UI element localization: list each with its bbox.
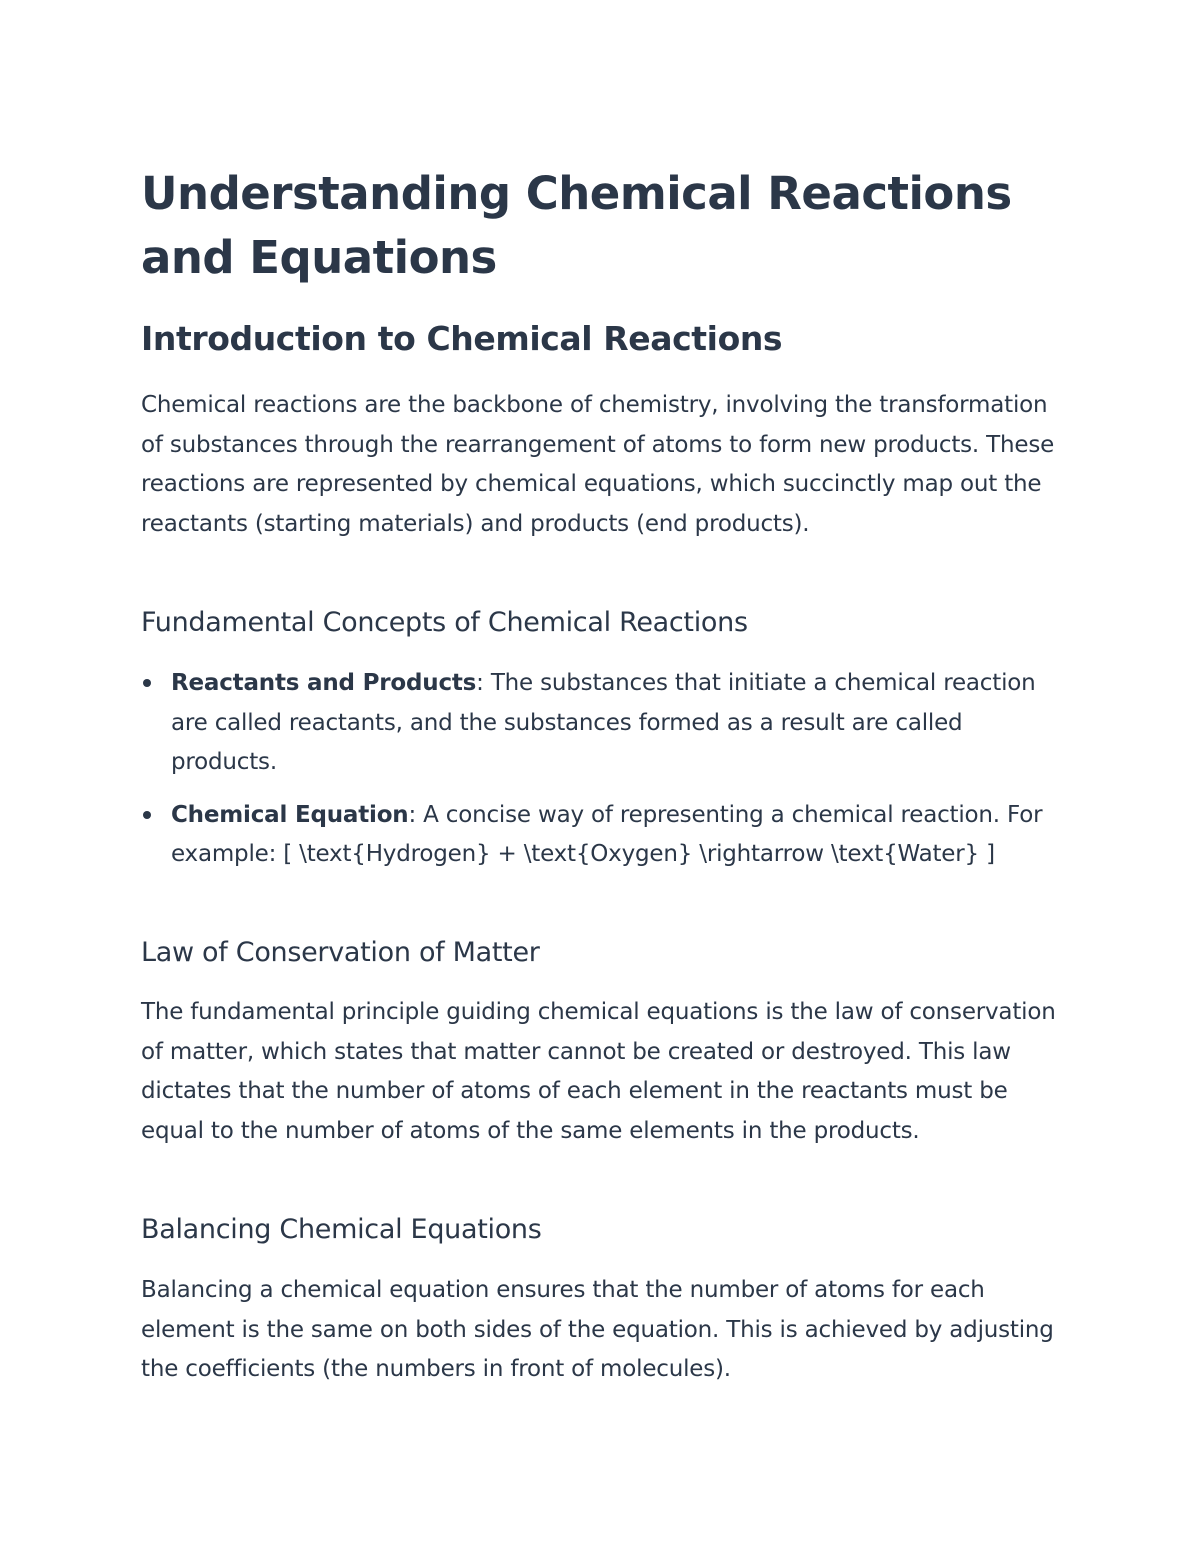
bullet-icon <box>143 679 151 687</box>
concepts-list <box>141 664 1061 888</box>
concept-description: : The substances that initiate a chemical reaction are called reactants, and the substances formed as a result are called products. <box>171 670 1036 775</box>
section-heading-introduction: Introduction to Chemical Reactions <box>141 319 783 358</box>
document-title: Understanding Chemical Reactions and Equations <box>141 167 1012 284</box>
bullet-icon <box>143 811 151 819</box>
intro-paragraph: Chemical reactions are the backbone of chemistry, involving the transformation of substances through the rearrangement of atoms to form new products. These reactions are represented by chemical equations, which succinctly map out the reactants (starting materials) and products (end products). <box>141 392 1055 537</box>
concepts-heading: Fundamental Concepts of Chemical Reactions <box>141 607 748 638</box>
concept-description: : A concise way of representing a chemical reaction. For example: [ \text{Hydrogen} + \text{Oxygen} \rightarrow \text{Water} ] <box>171 801 1043 867</box>
conservation-heading: Law of Conservation of Matter <box>141 937 540 968</box>
concept-term: Chemical Equation <box>171 801 409 828</box>
concept-term: Reactants and Products <box>171 670 477 696</box>
list-item <box>141 664 1061 783</box>
balancing-paragraph: Balancing a chemical equation ensures that the number of atoms for each element is the same on both sides of the equation. This is achieved by adjusting the coefficients (the numbers in front of molecules). <box>141 1277 1054 1382</box>
conservation-paragraph: The fundamental principle guiding chemical equations is the law of conservation of matter, which states that matter cannot be created or destroyed. This law dictates that the number of atoms of each element in the reactants must be equal to the number of atoms of the same elements in the products. <box>141 999 1056 1144</box>
list-item <box>141 796 1061 875</box>
balancing-heading: Balancing Chemical Equations <box>141 1214 542 1245</box>
